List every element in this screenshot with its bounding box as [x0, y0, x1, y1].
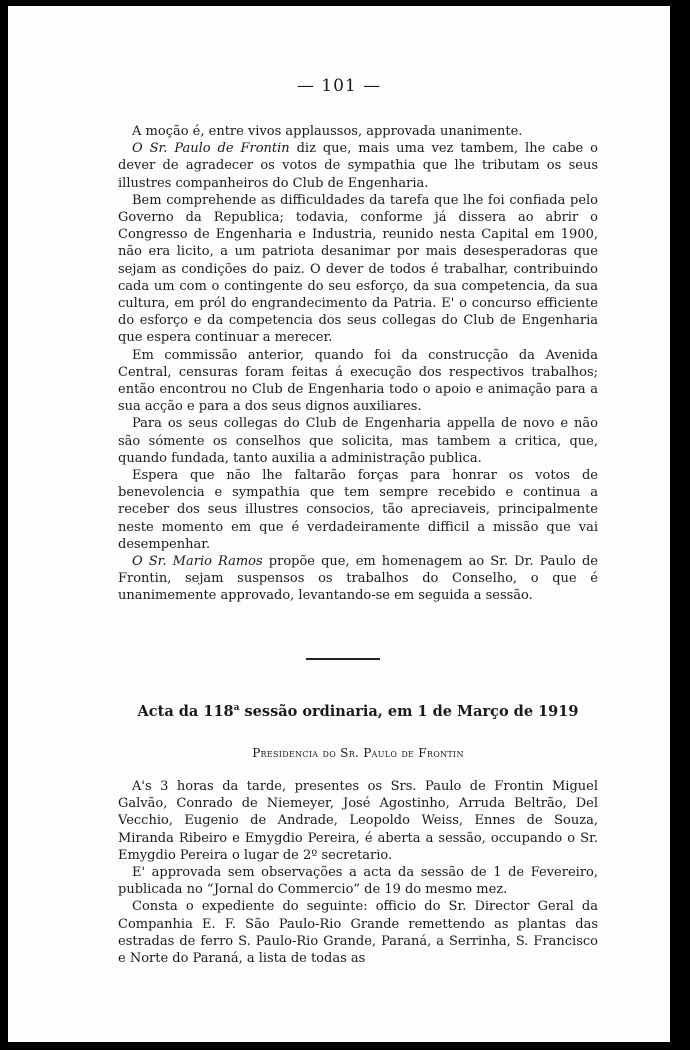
session-heading: Acta da 118$^a$ sessão ordinaria, em 1 de Março de 1919: [137, 703, 579, 720]
section-divider: [306, 658, 380, 660]
session-minutes-text: [118, 778, 598, 967]
paragraph: A moção é, entre vivos applaussos, approvada unanimente.: [132, 124, 523, 139]
page-number: — 101 —: [296, 76, 382, 96]
paragraph: Para os seus collegas do Club de Engenharia appella de novo e não são sómente os conselhos que solicita, mas tambem a critica, que, quando fundada, tanto auxilia a administração publica.: [118, 416, 598, 466]
presidency-line: Presidencia do Sr. Paulo de Frontin: [252, 746, 464, 760]
paragraph: Bem comprehende as difficuldades da tarefa que lhe foi confiada pelo Governo da Republica; todavia, conforme já dissera ao abrir o Congresso de Engenharia e Industria, reunido nesta Capital em 1900, não era licito, a um patriota desanimar por mais desesperadoras que sejam as condições do paiz. O dever de todos é trabalhar, contribuindo cada um com o contingente do seu esforço, da sua competencia, da sua cultura, em pról do engrandecimento da Patria. E' o concurso efficiente do esforço e da competencia dos seus collegas do Club de Engenharia que espera continuar a merecer.: [118, 192, 598, 346]
paragraph: E' approvada sem observações a acta da sessão de 1 de Fevereiro, publicada no “Jornal do Commercio” de 19 do mesmo mez.: [118, 865, 598, 898]
speaker-name: O Sr. Mario Ramos: [132, 554, 263, 570]
paragraph: Em commissão anterior, quando foi da construcção da Avenida Central, censuras foram feitas á execução dos respectivos trabalhos; então encontrou no Club de Engenharia todo o apoio e animação para a sua acção e para a dos seus dignos auxiliares.: [118, 347, 598, 415]
paragraph: Consta o expediente do seguinte: officio do Sr. Director Geral da Companhia E. F. São Paulo-Rio Grande remettendo as plantas das estradas de ferro S. Paulo-Rio Grande, Paraná, a Serrinha, S. Francisco e Norte do Paraná, a lista de todas as: [118, 899, 598, 967]
paragraph: Espera que não lhe faltarão forças para honrar os votos de benevolencia e sympathia que tem sempre recebido e continua a receber dos seus illustres consocios, tão apreciaveis, principalmente neste momento em que é verdadeiramente difficil a missão que vai desempenhar.: [118, 468, 598, 552]
paragraph: O Sr. Paulo de Frontin diz que, mais uma vez tambem, lhe cabe o dever de agradecer os votos de sympathia que lhe tributam os seus illustres companheiros do Club de Engenharia.: [118, 141, 598, 191]
paragraph: O Sr. Mario Ramos propõe que, em homenagem ao Sr. Dr. Paulo de Frontin, sejam suspensos os trabalhos do Conselho, o que é unanimemente approvado, levantando-se em seguida a sessão.: [118, 554, 598, 604]
paragraph: A's 3 horas da tarde, presentes os Srs. Paulo de Frontin Miguel Galvão, Conrado de Niemeyer, José Agostinho, Arruda Beltrão, Del Vecchio, Eugenio de Andrade, Leopoldo Weiss, Ennes de Souza, Miranda Ribeiro e Emygdio Pereira, é aberta a sessão, occupando o Sr. Emygdio Pereira o lugar de 2º secretario.: [118, 779, 598, 863]
section-continued-text: [118, 123, 598, 605]
page-border: [670, 0, 690, 1050]
document-page: [8, 6, 670, 1042]
speaker-name: O Sr. Paulo de Frontin: [132, 141, 290, 157]
